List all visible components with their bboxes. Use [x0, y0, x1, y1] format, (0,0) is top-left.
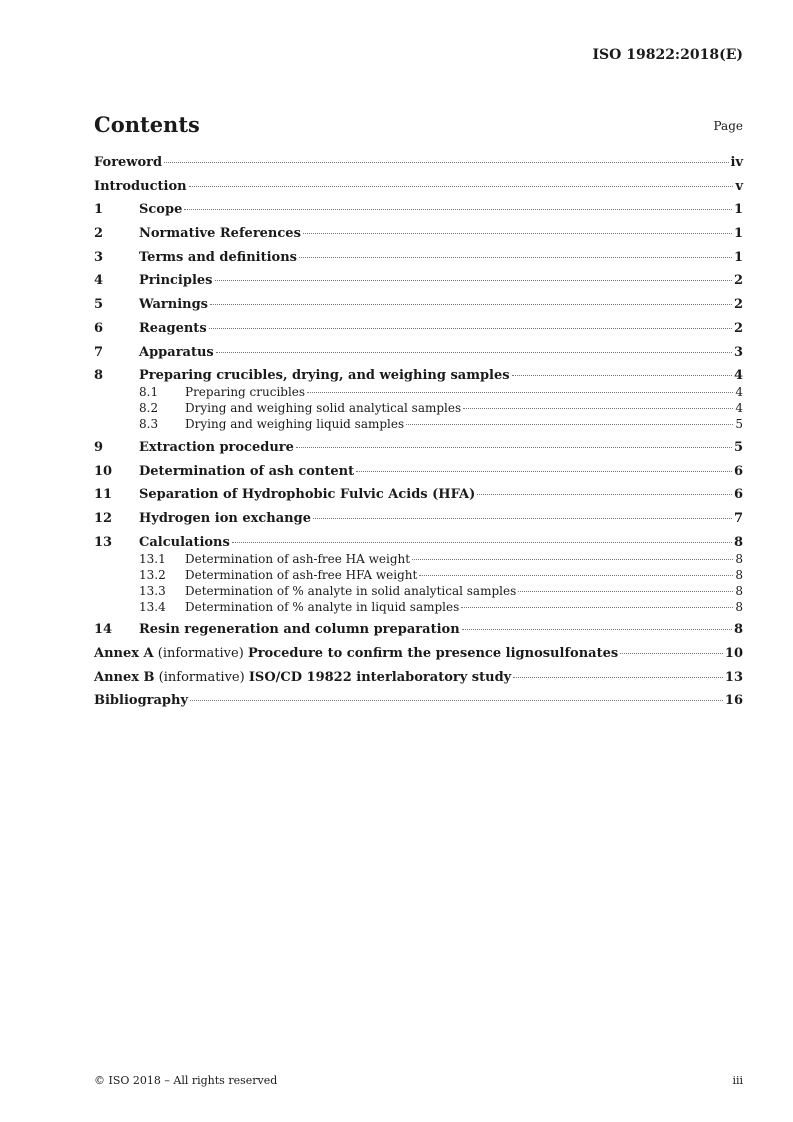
- dot-leader: [513, 677, 723, 678]
- copyright-notice: © ISO 2018 – All rights reserved: [94, 1074, 278, 1087]
- contents-heading: Contents: [94, 112, 200, 137]
- toc-entry-page: 10: [724, 646, 743, 661]
- toc-entry-terms-definitions[interactable]: [94, 250, 743, 266]
- toc-entry-page: 8: [735, 551, 743, 566]
- toc-entry-number: 2: [94, 226, 104, 242]
- dot-leader: [462, 629, 732, 630]
- toc-entry-page: 6: [733, 463, 743, 479]
- annex-label: Annex A: [94, 646, 154, 661]
- toc-entry-number: 13: [94, 534, 113, 550]
- toc-entry-number: 9: [94, 439, 104, 455]
- toc-entry-number: 6: [94, 320, 104, 336]
- toc-entry-number: 7: [94, 344, 104, 360]
- toc-entry-scope[interactable]: [94, 202, 743, 218]
- toc-entry-title: Terms and definitions: [139, 249, 297, 265]
- dot-leader: [296, 447, 732, 448]
- dot-leader: [210, 304, 732, 305]
- dot-leader: [461, 607, 733, 608]
- toc-entry-title: Hydrogen ion exchange: [139, 510, 311, 526]
- toc-entry-page: v: [735, 178, 743, 194]
- toc-entry-number: 13.3: [139, 583, 166, 598]
- toc-entry-number: 8.1: [139, 385, 159, 400]
- toc-entry-title: Determination of % analyte in solid analytical samples: [185, 583, 517, 598]
- toc-subentry-8-1[interactable]: [94, 384, 743, 400]
- toc-subentry-8-2[interactable]: [94, 400, 743, 416]
- dot-leader: [299, 257, 732, 258]
- toc-entry-page: 5: [733, 439, 743, 455]
- toc-entry-annex-a[interactable]: [94, 646, 743, 662]
- dot-leader: [216, 352, 732, 353]
- toc-entry-title: Reagents: [139, 320, 207, 336]
- standard-id: ISO 19822:2018(E): [592, 47, 743, 63]
- toc-subentry-13-4[interactable]: [94, 599, 743, 615]
- toc-entry-page: iv: [730, 155, 743, 170]
- dot-leader: [189, 186, 734, 187]
- toc-entry-principles[interactable]: [94, 273, 743, 289]
- toc-entry-title: Resin regeneration and column preparation: [139, 622, 460, 638]
- annex-title: ISO/CD 19822 interlaboratory study: [248, 669, 512, 685]
- dot-leader: [406, 424, 733, 425]
- page-column-label: Page: [713, 119, 743, 133]
- toc-entry-title: Determination of ash content: [139, 463, 355, 479]
- dot-leader: [313, 518, 732, 519]
- dot-leader: [190, 700, 723, 701]
- toc-entry-page: 8: [735, 583, 743, 598]
- toc-entry-page: 2: [733, 320, 743, 336]
- annex-label: Annex B: [94, 669, 155, 685]
- annex-qualifier: (informative): [158, 669, 245, 685]
- dot-leader: [477, 494, 732, 495]
- toc-entry-apparatus[interactable]: [94, 345, 743, 361]
- toc-entry-hydrogen-ion-exchange[interactable]: [94, 511, 743, 527]
- toc-entry-page: 8: [735, 567, 743, 582]
- toc-entry-title: Separation of Hydrophobic Fulvic Acids (HFA): [139, 487, 476, 503]
- toc-entry-number: 8.3: [139, 417, 159, 432]
- toc-entry-number: 3: [94, 249, 104, 265]
- toc-entry-page: 13: [724, 669, 743, 685]
- toc-entry-page: 8: [733, 622, 743, 638]
- toc-entry-number: 13.2: [139, 567, 166, 582]
- toc-entry-title: Preparing crucibles: [185, 385, 306, 400]
- toc-entry-number: 8: [94, 368, 104, 384]
- toc-entry-page: 8: [733, 534, 743, 550]
- toc-entry-normative-references[interactable]: [94, 226, 743, 242]
- toc-entry-title: Extraction procedure: [139, 439, 294, 455]
- toc-entry-preparing-crucibles[interactable]: [94, 368, 743, 384]
- toc-entry-number: 12: [94, 510, 113, 526]
- toc-entry-foreword[interactable]: [94, 155, 743, 171]
- dot-leader: [620, 653, 723, 654]
- toc-entry-title: Apparatus: [139, 344, 214, 360]
- toc-entry-number: 1: [94, 202, 104, 218]
- toc-entry-page: 4: [733, 368, 743, 384]
- toc-entry-title: Foreword: [94, 155, 163, 170]
- toc-entry-page: 4: [735, 401, 743, 416]
- toc-entry-title: Determination of ash-free HA weight: [185, 551, 411, 566]
- dot-leader: [215, 280, 732, 281]
- toc-entry-warnings[interactable]: [94, 297, 743, 313]
- toc-subentry-13-1[interactable]: [94, 551, 743, 567]
- dot-leader: [356, 471, 732, 472]
- toc-subentry-13-2[interactable]: [94, 567, 743, 583]
- toc-entry-annex-b[interactable]: [94, 670, 743, 686]
- toc-entry-title: Determination of % analyte in liquid samples: [185, 599, 460, 614]
- toc-entry-page: 4: [735, 385, 743, 400]
- page-number: iii: [732, 1074, 743, 1087]
- toc-entry-title: Calculations: [139, 534, 230, 550]
- dot-leader: [463, 408, 733, 409]
- toc-entry-title: Scope: [139, 202, 183, 218]
- toc-entry-page: 1: [733, 249, 743, 265]
- toc-entry-page: 2: [733, 273, 743, 289]
- toc-entry-page: 16: [724, 693, 743, 709]
- dot-leader: [518, 591, 733, 592]
- toc-entry-number: 8.2: [139, 401, 159, 416]
- toc-entry-title: Bibliography: [94, 693, 189, 709]
- toc-entry-number: 10: [94, 463, 113, 479]
- toc-entry-hfa-separation[interactable]: [94, 487, 743, 503]
- toc-entry-title: Introduction: [94, 178, 187, 194]
- toc-entry-number: 11: [94, 487, 113, 503]
- dot-leader: [307, 392, 733, 393]
- dot-leader: [232, 542, 732, 543]
- toc-subentry-8-3[interactable]: [94, 416, 743, 432]
- toc-entry-page: 8: [735, 599, 743, 614]
- toc-entry-number: 13.4: [139, 599, 166, 614]
- dot-leader: [419, 575, 733, 576]
- annex-title: Procedure to confirm the presence lignosulfonates: [247, 646, 619, 661]
- toc-entry-reagents[interactable]: [94, 321, 743, 337]
- toc-entry-extraction-procedure[interactable]: [94, 440, 743, 456]
- toc-entry-resin-regeneration[interactable]: [94, 622, 743, 638]
- toc-entry-page: 5: [735, 417, 743, 432]
- toc-entry-bibliography[interactable]: [94, 693, 743, 709]
- toc-entry-number: 4: [94, 273, 104, 289]
- toc-entry-title: Principles: [139, 273, 213, 289]
- toc-entry-number: 14: [94, 622, 113, 638]
- toc-entry-introduction[interactable]: [94, 179, 743, 195]
- toc-entry-title: Drying and weighing liquid samples: [185, 417, 405, 432]
- dot-leader: [512, 375, 732, 376]
- toc-entry-page: 1: [733, 202, 743, 218]
- toc-entry-page: 1: [733, 226, 743, 242]
- toc-entry-number: 13.1: [139, 551, 166, 566]
- dot-leader: [164, 162, 728, 163]
- toc-entry-page: 2: [733, 297, 743, 313]
- toc-subentry-13-3[interactable]: [94, 583, 743, 599]
- dot-leader: [209, 328, 732, 329]
- dot-leader: [412, 559, 733, 560]
- toc-entry-page: 3: [733, 344, 743, 360]
- dot-leader: [184, 209, 732, 210]
- toc-entry-page: 6: [733, 487, 743, 503]
- toc-entry-calculations[interactable]: [94, 535, 743, 551]
- dot-leader: [303, 233, 732, 234]
- toc-entry-page: 7: [733, 510, 743, 526]
- toc-entry-number: 5: [94, 297, 104, 313]
- toc-entry-title: Warnings: [139, 297, 208, 313]
- toc-entry-title: Normative References: [139, 226, 301, 242]
- annex-qualifier: (informative): [157, 646, 244, 661]
- table-of-contents: [94, 155, 743, 709]
- toc-entry-title: Preparing crucibles, drying, and weighing samples: [139, 368, 510, 384]
- toc-entry-title: Determination of ash-free HFA weight: [185, 567, 418, 582]
- toc-entry-ash-content[interactable]: [94, 464, 743, 480]
- toc-entry-title: Drying and weighing solid analytical samples: [185, 401, 462, 416]
